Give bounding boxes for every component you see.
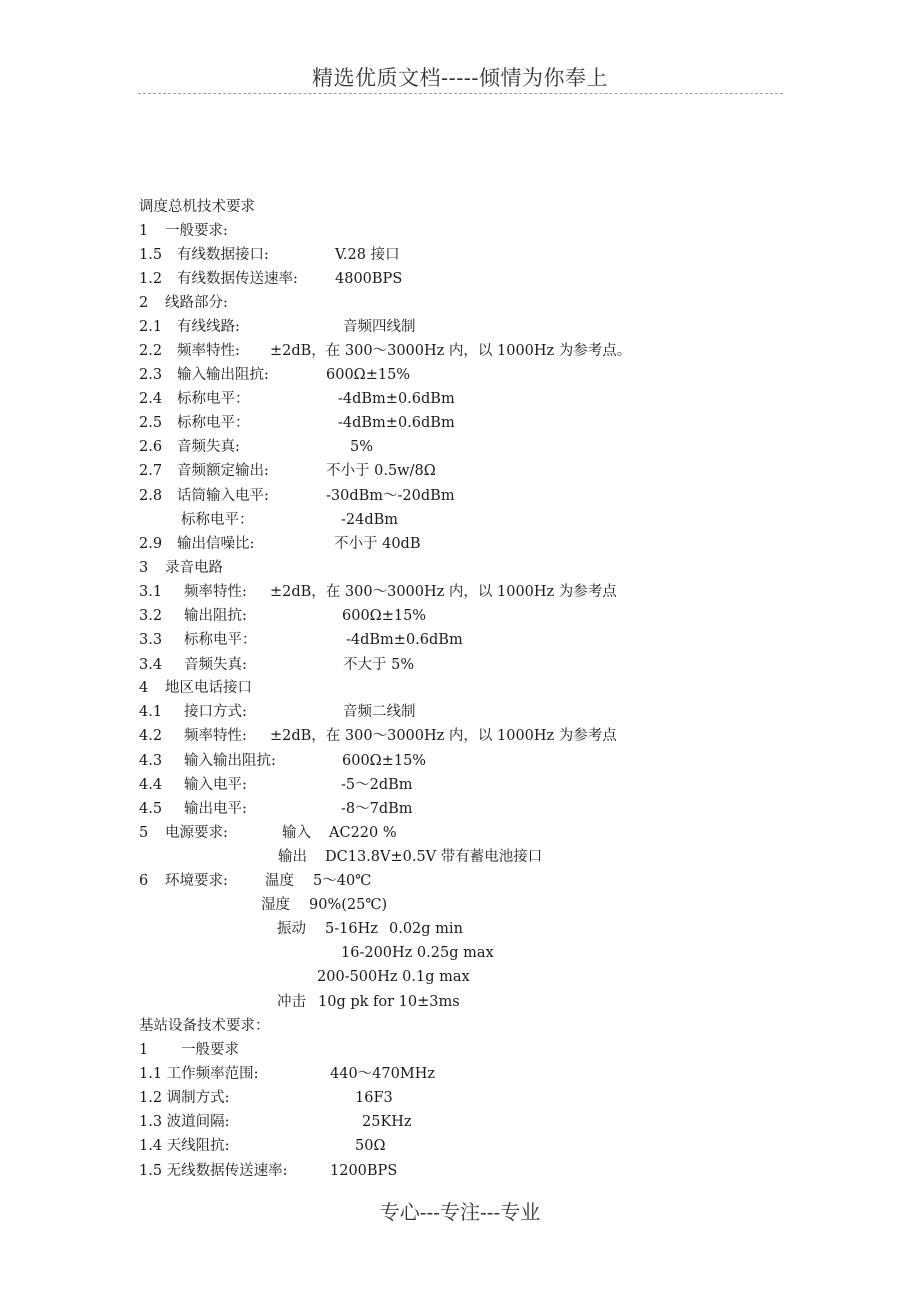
page-header: 精选优质文档-----倾情为你奉上: [312, 66, 608, 90]
spec-line: [0, 1087, 920, 1109]
spec-line: [0, 388, 920, 410]
spec-line: [0, 196, 920, 218]
spec-line-value: 16F3: [355, 1090, 393, 1106]
spec-line-label: 调度总机技术要求: [139, 199, 255, 215]
spec-line-value: ±2dB，在 300～3000Hz 内，以 1000Hz 为参考点: [270, 728, 617, 744]
spec-line-value: 音频失真:: [177, 439, 240, 455]
spec-line-value: 频率特性:: [184, 584, 247, 600]
spec-line-value: 4800BPS: [335, 271, 403, 287]
spec-line-label: 5: [139, 825, 149, 841]
spec-line: [0, 870, 920, 892]
spec-line: [0, 340, 920, 362]
spec-line-label: 振动: [277, 921, 306, 937]
spec-line-value: 1200BPS: [330, 1163, 398, 1179]
spec-line-label: 1.1 工作频率范围:: [139, 1066, 259, 1082]
spec-line: [0, 1063, 920, 1085]
spec-line-value: 输出信噪比:: [177, 536, 255, 552]
spec-line-label: 标称电平：: [181, 512, 254, 528]
spec-line-value: 接口方式:: [184, 704, 247, 720]
spec-line-label: 湿度: [261, 897, 290, 913]
spec-line-value: 频率特性:: [184, 728, 247, 744]
spec-line-value: 50Ω: [355, 1138, 386, 1154]
spec-line: [0, 798, 920, 820]
spec-line-value: 600Ω±15%: [326, 367, 411, 383]
spec-line-value: 不小于 40dB: [334, 536, 421, 552]
spec-line: [0, 894, 920, 916]
spec-line-label: 4: [139, 680, 149, 696]
spec-line-value: 5-16Hz: [325, 921, 378, 937]
spec-line-value: 频率特性:: [177, 343, 240, 359]
spec-line: [0, 316, 920, 338]
spec-line-value: -4dBm±0.6dBm: [338, 391, 455, 407]
spec-line-label: 2.2: [139, 343, 163, 359]
spec-line-value: 地区电话接口: [165, 680, 252, 696]
spec-line-label: 冲击: [277, 994, 306, 1010]
spec-line-value: ±2dB，在 300～3000Hz 内，以 1000Hz 为参考点。: [270, 343, 632, 359]
spec-line-value: 标称电平：: [177, 391, 250, 407]
spec-line: [0, 654, 920, 676]
spec-line-value: DC13.8V±0.5V 带有蓄电池接口: [325, 849, 543, 865]
spec-line-value: AC220 %: [329, 825, 397, 841]
spec-line: [0, 750, 920, 772]
spec-line: [0, 268, 920, 290]
spec-line-label: 2.9: [139, 536, 163, 552]
spec-line-label: 2.4: [139, 391, 163, 407]
spec-line-value: 0.02g min: [389, 921, 463, 937]
spec-line-value: 有线数据传送速率:: [177, 271, 298, 287]
spec-line-value: -8～7dBm: [341, 801, 413, 817]
spec-line-label: 4.2: [139, 728, 163, 744]
page-footer: 专心---专注---专业: [379, 1200, 541, 1224]
spec-line-value: 输入输出阻抗:: [184, 753, 276, 769]
spec-line-value: 音频失真:: [184, 657, 247, 673]
spec-line-label: 3: [139, 560, 149, 576]
spec-line-value: 一般要求:: [165, 223, 228, 239]
spec-line-value: 输入电平:: [184, 777, 247, 793]
spec-line-value: 话筒输入电平:: [177, 488, 269, 504]
spec-line-value: 音频二线制: [343, 704, 416, 720]
spec-line: [0, 677, 920, 699]
spec-line: [0, 436, 920, 458]
spec-line-value: V.28 接口: [335, 247, 400, 263]
spec-line-value: 输出阻抗:: [184, 608, 247, 624]
spec-line-label: 3.4: [139, 657, 163, 673]
spec-line: [0, 292, 920, 314]
spec-line: [0, 220, 920, 242]
spec-line: [0, 774, 920, 796]
spec-line-value: 线路部分:: [165, 295, 228, 311]
spec-line-value: 90%(25℃): [309, 897, 388, 913]
spec-line: [0, 557, 920, 579]
spec-line: [0, 364, 920, 386]
spec-line-value: 输出电平:: [184, 801, 247, 817]
spec-line-value: 600Ω±15%: [342, 753, 427, 769]
spec-line-value: 录音电路: [165, 560, 223, 576]
spec-line-value: 电源要求:: [165, 825, 228, 841]
spec-line-value: 音频额定输出:: [177, 463, 269, 479]
spec-line: [0, 822, 920, 844]
spec-line-label: 1.3 波道间隔:: [139, 1114, 230, 1130]
spec-line-label: 3.3: [139, 632, 163, 648]
spec-line: [0, 605, 920, 627]
spec-line-label: 4.5: [139, 801, 163, 817]
spec-line: [0, 942, 920, 964]
spec-line-label: 4.4: [139, 777, 163, 793]
spec-line-label: 1.2: [139, 271, 163, 287]
spec-line-label: 1.4 天线阻抗:: [139, 1138, 230, 1154]
spec-line-value: 环境要求:: [165, 873, 228, 889]
spec-line: [0, 918, 920, 940]
spec-line-label: 200-500Hz 0.1g max: [317, 969, 470, 985]
spec-line-label: 2.1: [139, 319, 163, 335]
spec-line: [0, 846, 920, 868]
spec-line-label: 2.8: [139, 488, 163, 504]
spec-line-value: -30dBm～-20dBm: [326, 488, 455, 504]
spec-line-label: 输出: [278, 849, 307, 865]
spec-line: [0, 629, 920, 651]
spec-line-label: 2.7: [139, 463, 163, 479]
spec-line: [0, 412, 920, 434]
spec-line-value: 10g pk for 10±3ms: [318, 994, 460, 1010]
spec-line: [0, 701, 920, 723]
spec-line: [0, 581, 920, 603]
spec-line-label: 基站设备技术要求：: [139, 1018, 270, 1034]
spec-line-value: -4dBm±0.6dBm: [346, 632, 463, 648]
spec-line-value: 600Ω±15%: [342, 608, 427, 624]
spec-line-value: 不小于 0.5w/8Ω: [326, 463, 436, 479]
spec-line-value: 输入输出阻抗:: [177, 367, 269, 383]
spec-line: [0, 244, 920, 266]
spec-line-label: 1: [139, 1042, 149, 1058]
spec-line-value: 一般要求: [181, 1042, 239, 1058]
spec-line-value: -24dBm: [341, 512, 399, 528]
spec-line: [0, 509, 920, 531]
spec-line-value: 音频四线制: [343, 319, 416, 335]
spec-line-label: 16-200Hz 0.25g max: [341, 945, 494, 961]
spec-line-value: 标称电平：: [177, 415, 250, 431]
spec-line: [0, 725, 920, 747]
spec-line-value: ±2dB，在 300～3000Hz 内，以 1000Hz 为参考点: [270, 584, 617, 600]
spec-line-label: 4.3: [139, 753, 163, 769]
spec-line-label: 3.1: [139, 584, 163, 600]
spec-line-value: 温度: [265, 873, 294, 889]
spec-line: [0, 991, 920, 1013]
spec-line: [0, 485, 920, 507]
header-divider: [138, 93, 783, 94]
spec-line: [0, 1039, 920, 1061]
spec-line-value: 输入: [282, 825, 311, 841]
spec-line: [0, 460, 920, 482]
spec-line-value: 5～40℃: [313, 873, 372, 889]
spec-line: [0, 1015, 920, 1037]
spec-line-label: 1.5 无线数据传送速率:: [139, 1163, 288, 1179]
spec-line-label: 2.5: [139, 415, 163, 431]
spec-line-label: 1: [139, 223, 149, 239]
spec-line: [0, 966, 920, 988]
spec-line-label: 1.5: [139, 247, 163, 263]
spec-line-label: 2: [139, 295, 149, 311]
spec-line-value: -4dBm±0.6dBm: [338, 415, 455, 431]
spec-line-value: 440～470MHz: [330, 1066, 435, 1082]
spec-line-value: 有线线路:: [177, 319, 240, 335]
spec-line-label: 2.3: [139, 367, 163, 383]
spec-line-value: -5～2dBm: [341, 777, 413, 793]
spec-line-value: 5%: [350, 439, 374, 455]
spec-line-value: 25KHz: [362, 1114, 412, 1130]
spec-line-value: 不大于 5%: [343, 657, 415, 673]
spec-line-label: 2.6: [139, 439, 163, 455]
spec-line: [0, 1160, 920, 1182]
spec-line-label: 1.2 调制方式:: [139, 1090, 230, 1106]
spec-line: [0, 533, 920, 555]
spec-line-value: 标称电平：: [184, 632, 257, 648]
spec-line-label: 6: [139, 873, 149, 889]
spec-line: [0, 1111, 920, 1133]
spec-line-label: 3.2: [139, 608, 163, 624]
spec-line-label: 4.1: [139, 704, 163, 720]
spec-line-value: 有线数据接口:: [177, 247, 269, 263]
spec-line: [0, 1135, 920, 1157]
